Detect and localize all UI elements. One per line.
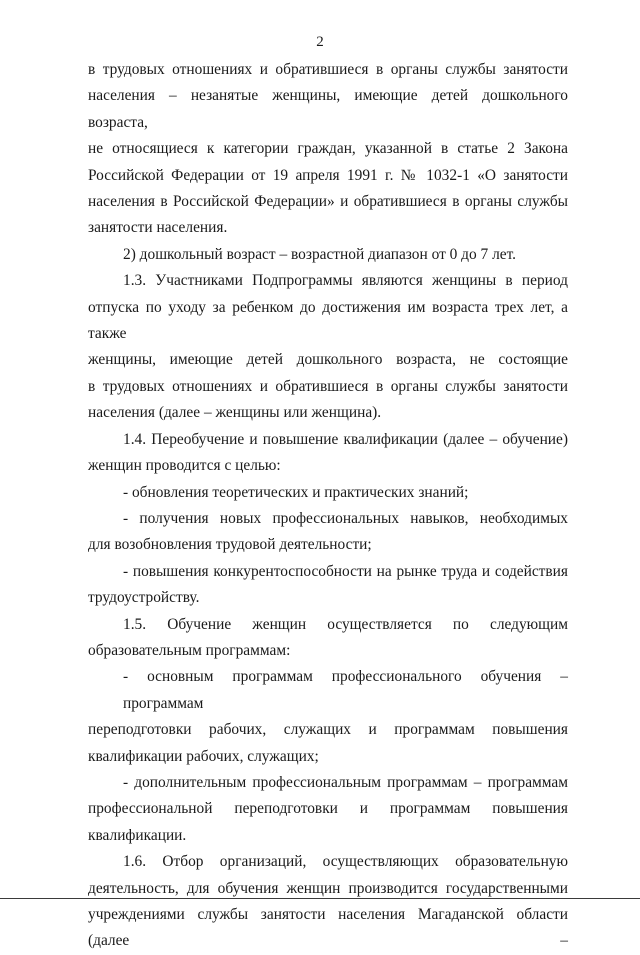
document-body (88, 57, 568, 955)
text-line: учреждениями службы занятости населения Магаданской области (далее – (88, 906, 568, 950)
text-line: - обновления теоретических и практических знаний; (123, 483, 469, 501)
text-line: образовательным программам: (88, 641, 291, 659)
text-line: - повышения конкурентоспособности на рынке труда и содействия (123, 562, 568, 580)
text-line: женщин проводится с целью: (88, 457, 281, 475)
list-item (88, 770, 568, 849)
page-number: 2 (316, 34, 324, 50)
paragraph-1-6 (88, 849, 568, 955)
text-line: - основным программам профессионального обучения – программам (123, 668, 568, 712)
text-line: 1.3. Участниками Подпрограммы являются женщины в период (123, 272, 568, 290)
paragraph-definition (88, 242, 568, 268)
text-line: Российской Федерации от 19 апреля 1991 г. № 1032-1 «О занятости (88, 166, 568, 184)
text-line: не относящиеся к категории граждан, указанной в статье 2 Закона (88, 140, 568, 158)
list-item (88, 559, 568, 612)
text-line: женщины, имеющие детей дошкольного возраста, не состоящие (88, 351, 568, 369)
text-line: профессиональной переподготовки и программам повышения (88, 800, 568, 818)
text-line: 1.5. Обучение женщин осуществляется по следующим (123, 615, 568, 633)
text-line: квалификации. (88, 826, 187, 844)
paragraph-continuation (88, 57, 568, 242)
list-item (88, 664, 568, 770)
text-line: квалификации рабочих, служащих; (88, 747, 319, 765)
text-line: 2) дошкольный возраст – возрастной диапазон от 0 до 7 лет. (123, 245, 517, 263)
paragraph-1-3 (88, 268, 568, 426)
list-item (88, 480, 568, 506)
text-line: деятельность, для обучения женщин производится государственными (88, 879, 568, 897)
text-line: 1.6. Отбор организаций, осуществляющих образовательную (123, 853, 568, 871)
list-item (88, 506, 568, 559)
text-line: в трудовых отношениях и обратившиеся в органы службы занятости (88, 61, 568, 78)
text-line: - получения новых профессиональных навыков, необходимых (123, 509, 568, 527)
text-line: для возобновления трудовой деятельности; (88, 536, 372, 554)
text-line: населения – незанятые женщины, имеющие детей дошкольного возраста, (88, 87, 568, 131)
text-line: - дополнительным профессиональным программам – программам (123, 773, 568, 791)
text-line: в трудовых отношениях и обратившиеся в органы службы занятости (88, 377, 568, 395)
text-line: 1.4. Переобучение и повышение квалификации (далее – обучение) (123, 430, 568, 448)
paragraph-1-5 (88, 612, 568, 665)
page-bottom-rule (0, 898, 640, 899)
text-line: отпуска по уходу за ребенком до достижения им возраста трех лет, а также (88, 298, 568, 343)
text-line: занятости населения. (88, 219, 228, 237)
paragraph-1-4 (88, 427, 568, 480)
text-line: трудоустройству. (88, 589, 200, 607)
text-line: переподготовки рабочих, служащих и программам повышения (88, 721, 568, 739)
text-line: населения (далее – женщины или женщина). (88, 404, 382, 422)
text-line: населения в Российской Федерации» и обратившиеся в органы службы (88, 193, 568, 211)
